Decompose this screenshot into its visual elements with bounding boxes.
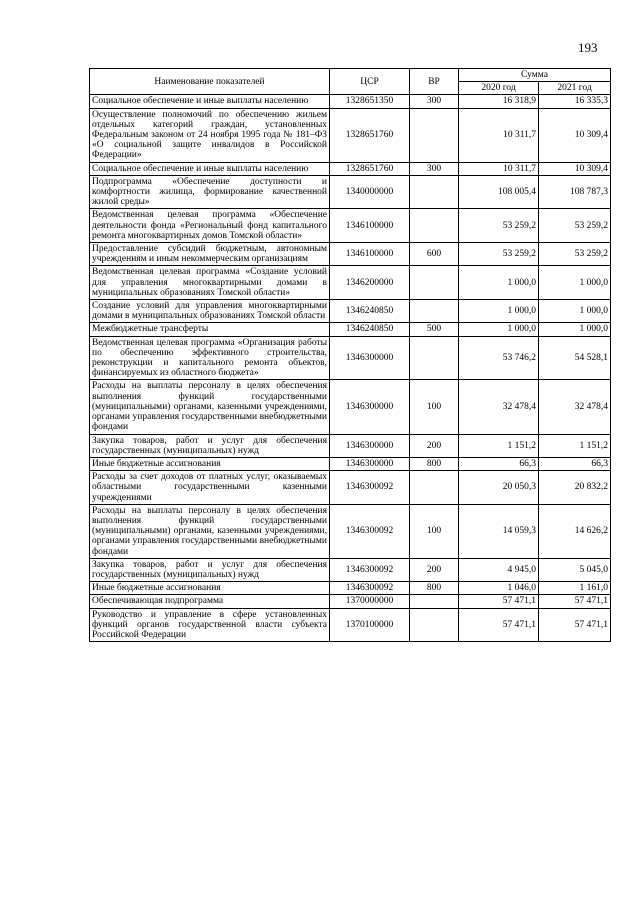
row-name: Иные бюджетные ассигнования xyxy=(90,582,330,595)
page-number: 193 xyxy=(578,40,598,55)
row-csr: 1328651760 xyxy=(330,108,410,162)
row-sum-2020: 53 259,2 xyxy=(459,243,539,266)
table-row xyxy=(90,162,611,175)
row-sum-2021: 53 259,2 xyxy=(539,209,611,243)
row-sum-2021: 1 161,0 xyxy=(539,582,611,595)
row-sum-2021: 54 528,1 xyxy=(539,336,611,380)
row-sum-2021: 10 309,4 xyxy=(539,108,611,162)
header-sum: Сумма xyxy=(459,69,611,82)
table-row xyxy=(90,336,611,380)
table-row xyxy=(90,266,611,300)
row-vr: 200 xyxy=(410,434,459,457)
row-sum-2020: 10 311,7 xyxy=(459,108,539,162)
row-name: Социальное обеспечение и иные выплаты населению xyxy=(90,95,330,108)
row-csr: 1346300000 xyxy=(330,457,410,470)
row-name: Предоставление субсидий бюджетным, автономным учреждениям и иным некоммерческим организациям xyxy=(90,243,330,266)
row-csr: 1346300092 xyxy=(330,558,410,581)
row-vr xyxy=(410,175,459,209)
row-sum-2020: 14 059,3 xyxy=(459,504,539,558)
table-row xyxy=(90,243,611,266)
row-sum-2020: 53 259,2 xyxy=(459,209,539,243)
row-name: Создание условий для управления многоквартирными домами в муниципальных образованиях Томской области xyxy=(90,300,330,323)
row-sum-2020: 10 311,7 xyxy=(459,162,539,175)
row-sum-2021: 10 309,4 xyxy=(539,162,611,175)
row-sum-2020: 32 478,4 xyxy=(459,380,539,434)
row-sum-2021: 66,3 xyxy=(539,457,611,470)
row-sum-2020: 4 945,0 xyxy=(459,558,539,581)
row-name: Социальное обеспечение и иные выплаты населению xyxy=(90,162,330,175)
row-sum-2020: 53 746,2 xyxy=(459,336,539,380)
row-sum-2021: 14 626,2 xyxy=(539,504,611,558)
table-row xyxy=(90,582,611,595)
row-sum-2020: 108 005,4 xyxy=(459,175,539,209)
row-sum-2020: 66,3 xyxy=(459,457,539,470)
row-csr: 1370000000 xyxy=(330,595,410,608)
row-vr xyxy=(410,108,459,162)
row-name: Руководство и управление в сфере установленных функций органов государственной власти субъекта Российской Федерации xyxy=(90,608,330,642)
row-vr: 300 xyxy=(410,162,459,175)
row-sum-2021: 1 000,0 xyxy=(539,323,611,336)
row-sum-2021: 32 478,4 xyxy=(539,380,611,434)
table-row xyxy=(90,608,611,642)
row-csr: 1328651760 xyxy=(330,162,410,175)
row-vr xyxy=(410,300,459,323)
row-name: Осуществление полномочий по обеспечению жильем отдельных категорий граждан, установленных Федеральным законом от 24 ноября 1995 года № 181–ФЗ «О социальной защите инвалидов в Российской Федерации» xyxy=(90,108,330,162)
row-sum-2020: 1 046,0 xyxy=(459,582,539,595)
row-sum-2021: 1 151,2 xyxy=(539,434,611,457)
row-sum-2020: 1 000,0 xyxy=(459,300,539,323)
row-csr: 1346200000 xyxy=(330,266,410,300)
table-row xyxy=(90,108,611,162)
row-sum-2020: 57 471,1 xyxy=(459,595,539,608)
row-name: Закупка товаров, работ и услуг для обеспечения государственных (муниципальных) нужд xyxy=(90,434,330,457)
row-csr: 1340000000 xyxy=(330,175,410,209)
row-sum-2021: 16 335,3 xyxy=(539,95,611,108)
row-vr xyxy=(410,266,459,300)
row-csr: 1346100000 xyxy=(330,209,410,243)
table-header xyxy=(90,69,611,95)
table-row xyxy=(90,434,611,457)
table-row xyxy=(90,558,611,581)
row-name: Расходы на выплаты персоналу в целях обеспечения выполнения функций государственными (муниципальными) органами, казенными учреждениями, органами управления государственными внебюджетными фондами xyxy=(90,380,330,434)
row-name: Ведомственная целевая программа «Создание условий для управления многоквартирными домами в муниципальных образованиях Томской области» xyxy=(90,266,330,300)
row-name: Закупка товаров, работ и услуг для обеспечения государственных (муниципальных) нужд xyxy=(90,558,330,581)
table-row xyxy=(90,504,611,558)
table-body xyxy=(90,95,611,642)
header-year-2020: 2020 год xyxy=(459,82,539,95)
row-name: Межбюджетные трансферты xyxy=(90,323,330,336)
row-sum-2020: 16 318,9 xyxy=(459,95,539,108)
row-name: Подпрограмма «Обеспечение доступности и комфортности жилища, формирование качественной жилой среды» xyxy=(90,175,330,209)
row-name: Ведомственная целевая программа «Организация работы по обеспечению эффективного строительства, реконструкции и капитального ремонта объектов, финансируемых из областного бюджета» xyxy=(90,336,330,380)
row-name: Обеспечивающая подпрограмма xyxy=(90,595,330,608)
table-row xyxy=(90,300,611,323)
row-sum-2021: 5 045,0 xyxy=(539,558,611,581)
table-row xyxy=(90,175,611,209)
header-vr: ВР xyxy=(410,69,459,95)
row-name: Ведомственная целевая программа «Обеспечение деятельности фонда «Региональный фонд капитального ремонта многоквартирных домов Томской области» xyxy=(90,209,330,243)
row-csr: 1346240850 xyxy=(330,300,410,323)
row-vr: 200 xyxy=(410,558,459,581)
row-csr: 1328651350 xyxy=(330,95,410,108)
row-sum-2020: 1 000,0 xyxy=(459,266,539,300)
row-sum-2020: 57 471,1 xyxy=(459,608,539,642)
header-csr: ЦСР xyxy=(330,69,410,95)
row-sum-2021: 57 471,1 xyxy=(539,595,611,608)
header-name: Наименование показателей xyxy=(90,69,330,95)
row-csr: 1346300092 xyxy=(330,471,410,505)
row-csr: 1346240850 xyxy=(330,323,410,336)
row-vr: 100 xyxy=(410,504,459,558)
row-csr: 1346300000 xyxy=(330,434,410,457)
table-row xyxy=(90,95,611,108)
row-vr xyxy=(410,608,459,642)
row-csr: 1346300092 xyxy=(330,582,410,595)
row-name: Расходы на выплаты персоналу в целях обеспечения выполнения функций государственными (муниципальными) органами, казенными учреждениями, органами управления государственными внебюджетными фондами xyxy=(90,504,330,558)
row-vr xyxy=(410,336,459,380)
row-csr: 1346300092 xyxy=(330,504,410,558)
table-row xyxy=(90,380,611,434)
row-vr: 800 xyxy=(410,457,459,470)
row-vr: 500 xyxy=(410,323,459,336)
row-csr: 1346300000 xyxy=(330,380,410,434)
row-sum-2020: 1 151,2 xyxy=(459,434,539,457)
table-row xyxy=(90,209,611,243)
row-vr xyxy=(410,209,459,243)
row-name: Расходы за счет доходов от платных услуг, оказываемых областными государственными казенными учреждениями xyxy=(90,471,330,505)
table-row xyxy=(90,323,611,336)
row-vr xyxy=(410,595,459,608)
row-sum-2020: 20 050,3 xyxy=(459,471,539,505)
row-csr: 1370100000 xyxy=(330,608,410,642)
budget-table xyxy=(89,68,611,642)
row-vr: 100 xyxy=(410,380,459,434)
row-csr: 1346100000 xyxy=(330,243,410,266)
row-sum-2021: 108 787,3 xyxy=(539,175,611,209)
header-year-2021: 2021 год xyxy=(539,82,611,95)
row-sum-2020: 1 000,0 xyxy=(459,323,539,336)
row-vr: 300 xyxy=(410,95,459,108)
row-vr: 800 xyxy=(410,582,459,595)
row-sum-2021: 57 471,1 xyxy=(539,608,611,642)
row-vr: 600 xyxy=(410,243,459,266)
table-row xyxy=(90,457,611,470)
row-csr: 1346300000 xyxy=(330,336,410,380)
row-sum-2021: 53 259,2 xyxy=(539,243,611,266)
table-row xyxy=(90,471,611,505)
row-sum-2021: 1 000,0 xyxy=(539,300,611,323)
row-vr xyxy=(410,471,459,505)
table-row xyxy=(90,595,611,608)
row-sum-2021: 20 832,2 xyxy=(539,471,611,505)
row-sum-2021: 1 000,0 xyxy=(539,266,611,300)
row-name: Иные бюджетные ассигнования xyxy=(90,457,330,470)
